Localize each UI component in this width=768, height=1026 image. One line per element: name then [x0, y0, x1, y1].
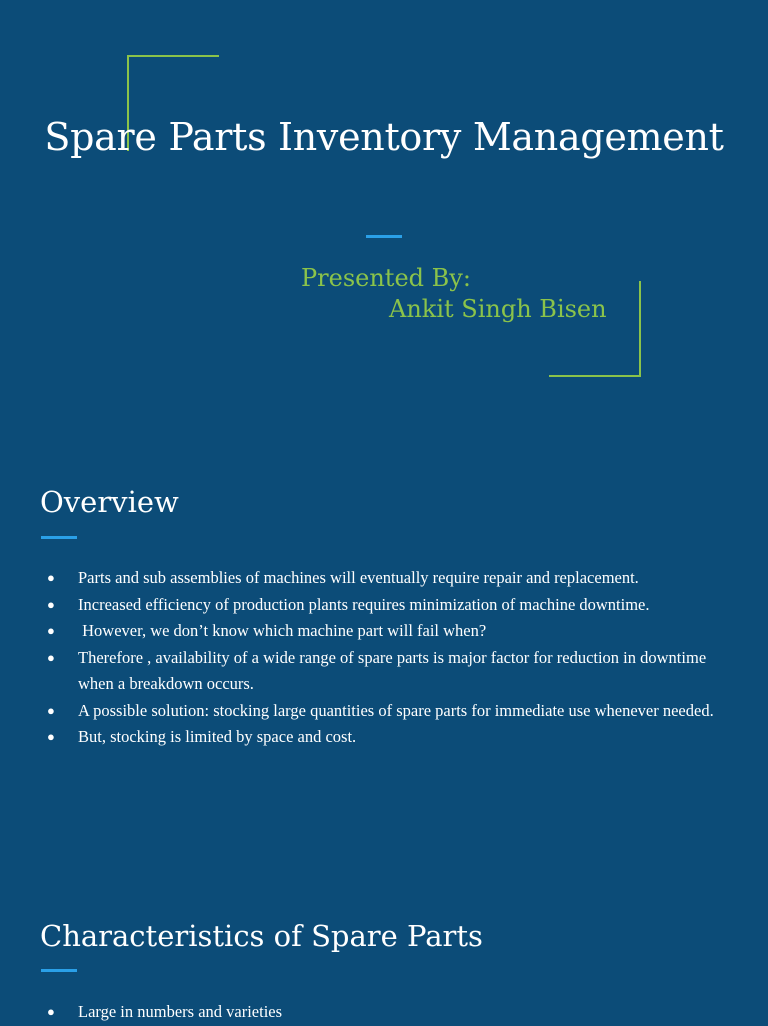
bullet-icon: ● — [47, 702, 55, 718]
bullet-text: However, we don’t know which machine part will fail when? — [78, 621, 487, 640]
bullet-icon: ● — [47, 570, 55, 585]
title-accent-line — [366, 235, 402, 238]
title-slide — [0, 0, 768, 440]
characteristics-slide — [0, 873, 768, 1024]
characteristics-accent-line — [41, 969, 77, 972]
bullet-text: Parts and sub assemblies of machines will eventually require repair and replacement. — [78, 568, 639, 587]
presented-by-label: Presented By: — [301, 264, 471, 292]
list-item — [0, 592, 768, 619]
overview-title: Overview — [40, 485, 179, 519]
overview-bullet-list — [0, 565, 768, 751]
bullet-text: A possible solution: stocking large quantities of spare parts for immediate use whenever needed. — [78, 700, 714, 720]
presentation-title: Spare Parts Inventory Management — [44, 115, 724, 159]
list-item — [0, 724, 768, 751]
overview-slide — [0, 440, 768, 873]
characteristics-title: Characteristics of Spare Parts — [40, 919, 483, 953]
bullet-text: Therefore , availability of a wide range of spare parts is major factor for reduction in downtime when a breakdown occurs. — [78, 647, 707, 693]
list-item — [0, 698, 768, 725]
corner-bracket-bottom-right — [549, 281, 641, 377]
characteristics-bullet-list — [0, 999, 768, 1026]
bullet-icon: ● — [47, 729, 55, 744]
bullet-icon: ● — [47, 649, 55, 665]
bullet-icon: ● — [47, 623, 55, 638]
bullet-text: But, stocking is limited by space and cost. — [78, 727, 357, 746]
bullet-text: Large in numbers and varieties — [78, 1002, 283, 1021]
bullet-text: Increased efficiency of production plants requires minimization of machine downtime. — [78, 594, 650, 614]
list-item — [0, 645, 768, 698]
list-item — [0, 565, 768, 592]
overview-accent-line — [41, 536, 77, 539]
bullet-icon: ● — [47, 1004, 55, 1019]
bullet-icon: ● — [47, 596, 55, 612]
list-item — [0, 618, 768, 645]
presenter-name: Ankit Singh Bisen — [389, 295, 607, 323]
list-item — [0, 999, 768, 1026]
